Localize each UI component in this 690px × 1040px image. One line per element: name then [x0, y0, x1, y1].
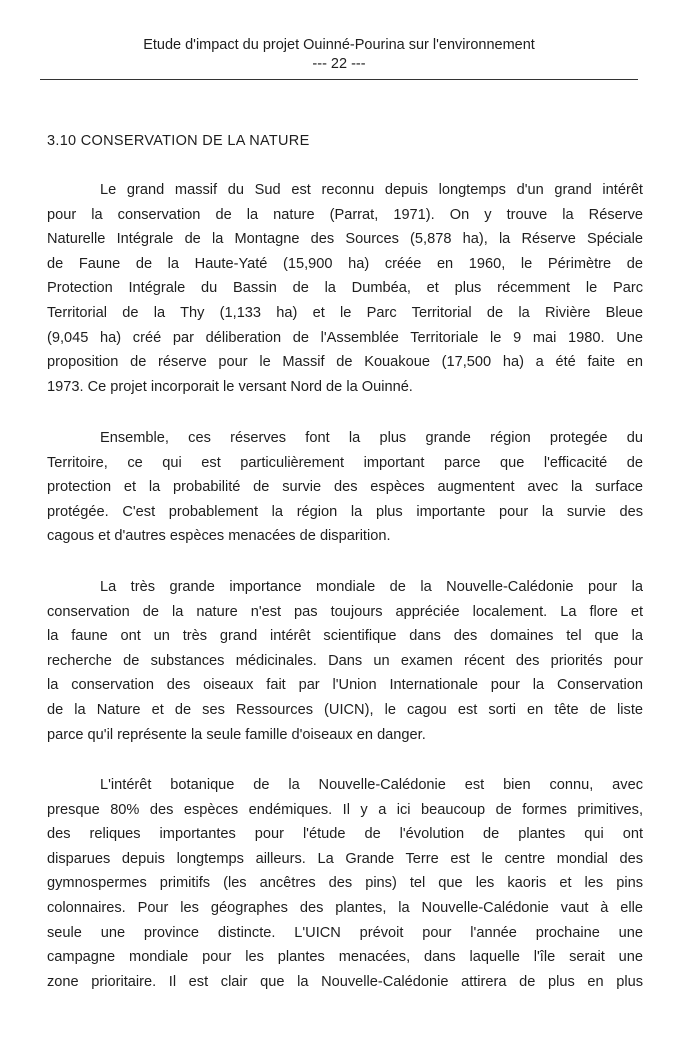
paragraph-line: Naturelle Intégrale de la Montagne des Sources (5,878 ha), la Réserve Spéciale: [47, 231, 643, 248]
header-rule: [40, 79, 638, 80]
paragraph-line: la faune ont un très grand intérêt scientifique dans des domaines tel que la: [47, 628, 643, 645]
paragraph-line: presque 80% des espèces endémiques. Il y a ici beaucoup de formes primitives,: [47, 801, 643, 818]
paragraph-line: de la Nature et de ses Ressources (UICN), le cagou est sorti en tête de liste: [47, 701, 643, 718]
paragraph-line: recherche de substances médicinales. Dans un examen récent des priorités pour: [47, 652, 643, 669]
paragraph-line: gymnospermes primitifs (les ancêtres des pins) tel que les kaoris et les pins: [47, 875, 643, 892]
paragraph-line: protégée. C'est probablement la région la plus importante pour la survie des: [47, 503, 643, 520]
paragraph-1: [47, 178, 643, 399]
paragraph-line: conservation de la nature n'est pas toujours appréciée localement. La flore et: [47, 603, 643, 620]
paragraph-2: [47, 426, 643, 549]
header-title: Etude d'impact du projet Ouinné-Pourina sur l'environnement: [143, 37, 535, 53]
paragraph-4: [47, 773, 643, 994]
paragraph-line: protection et la probabilité de survie des espèces augmentent avec la surface: [47, 479, 643, 496]
paragraph-line: Territorial de la Thy (1,133 ha) et le Parc Territorial de la Rivière Bleue: [47, 304, 643, 321]
paragraph-line: (9,045 ha) créé par déliberation de l'Assemblée Territoriale le 9 mai 1980. Une: [47, 329, 643, 346]
paragraph-line: L'intérêt botanique de la Nouvelle-Calédonie est bien connu, avec: [100, 777, 643, 793]
paragraph-line: 1973. Ce projet incorporait le versant Nord de la Ouinné.: [47, 378, 413, 395]
paragraph-line: zone prioritaire. Il est clair que la Nouvelle-Calédonie attirera de plus en plus: [47, 973, 643, 990]
section-heading: 3.10 CONSERVATION DE LA NATURE: [47, 133, 310, 149]
paragraph-line: campagne mondiale pour les plantes menacées, dans laquelle l'île serait une: [47, 949, 643, 966]
paragraph-line: Protection Intégrale du Bassin de la Dumbéa, et plus récemment le Parc: [47, 280, 643, 297]
paragraph-line: la conservation des oiseaux fait par l'Union Internationale pour la Conservation: [47, 677, 643, 694]
paragraph-line: seule une province distincte. L'UICN prévoit pour l'année prochaine une: [47, 924, 643, 941]
paragraph-line: colonnaires. Pour les géographes des plantes, la Nouvelle-Calédonie vaut à elle: [47, 899, 643, 916]
paragraph-line: Le grand massif du Sud est reconnu depuis longtemps d'un grand intérêt: [100, 182, 643, 198]
paragraph-line: Territoire, ce qui est particulièrement important parce que l'efficacité de: [47, 454, 643, 471]
paragraph-line: des reliques importantes pour l'étude de l'évolution de plantes qui ont: [47, 826, 643, 843]
paragraph-line: de Faune de la Haute-Yaté (15,900 ha) créée en 1960, le Périmètre de: [47, 255, 643, 272]
paragraph-line: disparues depuis longtemps ailleurs. La Grande Terre est le centre mondial des: [47, 850, 643, 867]
paragraph-line: proposition de réserve pour le Massif de Kouakoue (17,500 ha) a été faite en: [47, 354, 643, 371]
paragraph-3: [47, 575, 643, 747]
paragraph-line: parce qu'il représente la seule famille d'oiseaux en danger.: [47, 726, 426, 743]
paragraph-line: cagous et d'autres espèces menacées de disparition.: [47, 528, 391, 545]
paragraph-line: La très grande importance mondiale de la Nouvelle-Calédonie pour la: [100, 579, 643, 595]
page-number: --- 22 ---: [312, 56, 366, 72]
paragraph-line: Ensemble, ces réserves font la plus grande région protegée du: [100, 430, 643, 446]
running-header: [40, 36, 638, 74]
paragraph-line: pour la conservation de la nature (Parrat, 1971). On y trouve la Réserve: [47, 206, 643, 223]
